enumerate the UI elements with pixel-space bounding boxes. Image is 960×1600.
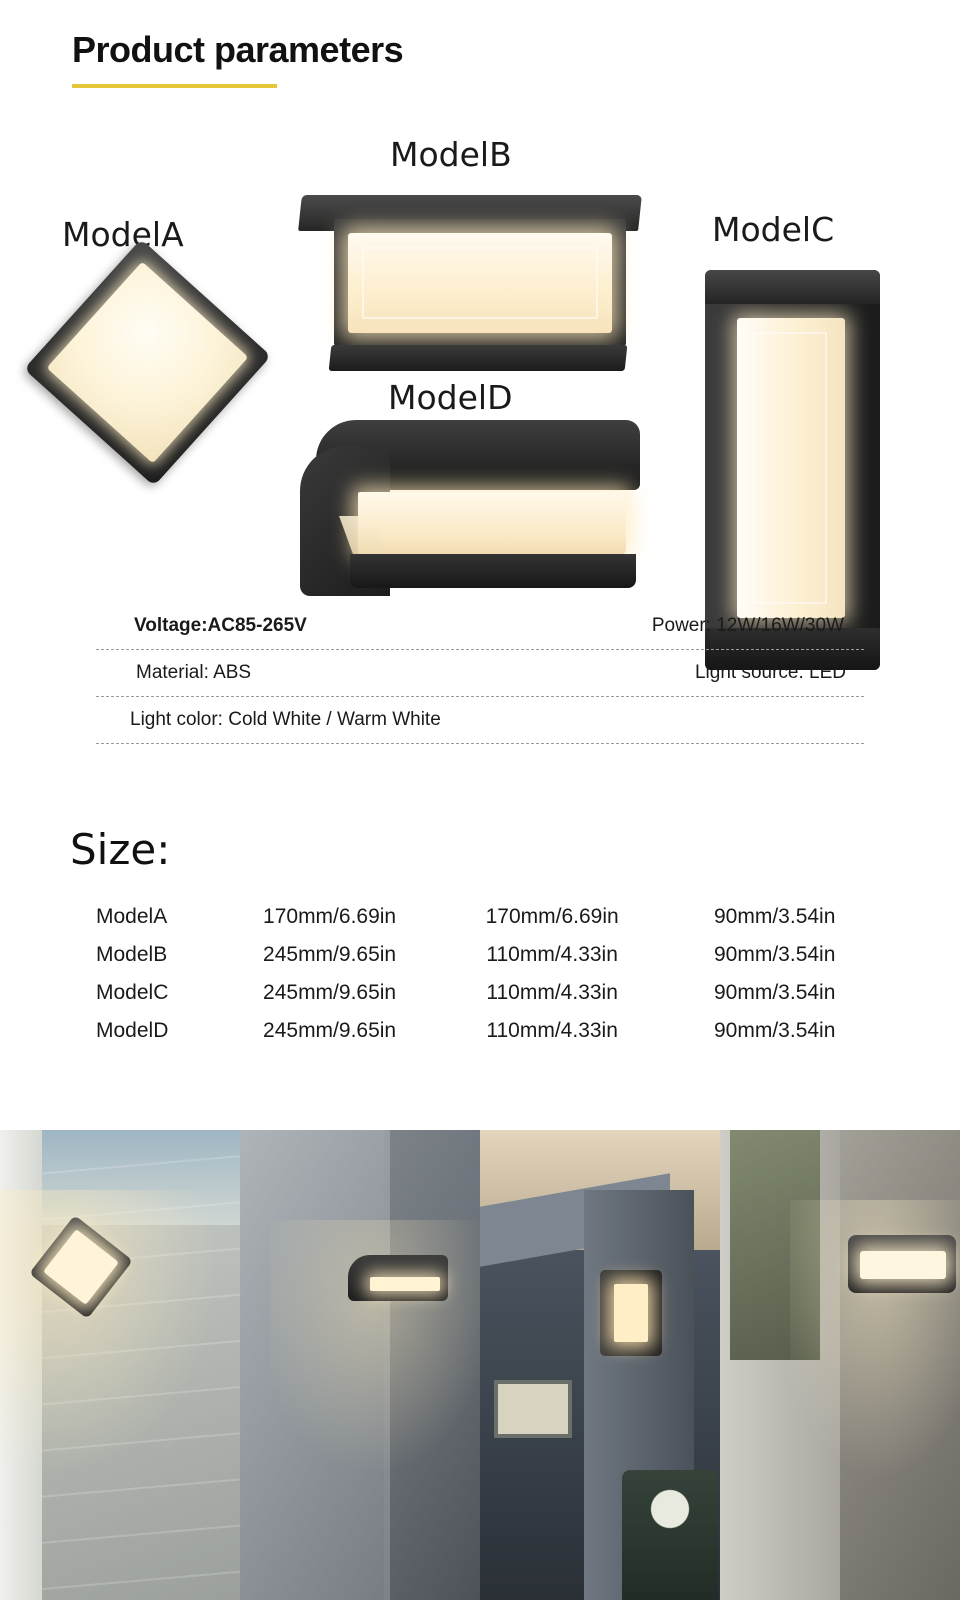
- photo-lamp-model-b: [848, 1235, 956, 1293]
- size-dim-1: 245mm/9.65in: [263, 1019, 397, 1042]
- spec-divider: [96, 649, 864, 650]
- spec-light-source: Light source: LED: [694, 662, 846, 683]
- size-dim-2: 110mm/4.33in: [486, 1019, 618, 1042]
- table-row: [96, 936, 886, 974]
- application-photo-strip: [0, 1130, 960, 1600]
- spec-voltage: Voltage:AC85-265V: [134, 615, 307, 636]
- photo-lamp-model-d: [348, 1255, 448, 1301]
- size-heading: Size:: [70, 825, 171, 874]
- model-b-product-image: [300, 195, 640, 370]
- page-title: Product parameters: [72, 29, 404, 70]
- product-showcase: [0, 110, 960, 610]
- lamp-light-panel: [47, 262, 249, 464]
- size-model: ModelA: [96, 905, 168, 928]
- spec-row: [96, 615, 864, 637]
- size-dim-3: 90mm/3.54in: [714, 943, 836, 966]
- model-b-label: ModelB: [390, 135, 512, 174]
- lamp-base: [350, 554, 636, 588]
- spec-divider: [96, 696, 864, 697]
- size-model: ModelB: [96, 943, 168, 966]
- table-row: [96, 974, 886, 1012]
- size-dim-2: 170mm/6.69in: [485, 905, 619, 928]
- size-dim-3: 90mm/3.54in: [714, 1019, 836, 1042]
- size-dim-1: 245mm/9.65in: [263, 981, 397, 1004]
- model-d-product-image: [300, 420, 640, 600]
- table-row: [96, 1012, 886, 1050]
- lamp-inner-frame: [753, 332, 827, 604]
- size-model: ModelC: [96, 981, 169, 1004]
- size-dim-3: 90mm/3.54in: [714, 981, 836, 1004]
- photo-plant: [622, 1470, 718, 1600]
- model-a-label: ModelA: [62, 215, 184, 254]
- photo-window: [494, 1380, 572, 1438]
- lamp-light-panel: [358, 492, 626, 554]
- title-underline: [72, 84, 277, 88]
- size-dim-2: 110mm/4.33in: [486, 981, 618, 1004]
- spec-list: [96, 615, 864, 756]
- size-dim-3: 90mm/3.54in: [714, 905, 836, 928]
- application-photo: [720, 1130, 960, 1600]
- lamp-inner-frame: [362, 247, 598, 319]
- size-table: [96, 898, 886, 1050]
- photo-light-glow: [0, 1190, 230, 1490]
- page-header: [72, 30, 403, 88]
- size-dim-1: 245mm/9.65in: [263, 943, 397, 966]
- application-photo: [0, 1130, 240, 1600]
- table-row: [96, 898, 886, 936]
- size-dim-1: 170mm/6.69in: [263, 905, 397, 928]
- size-dim-2: 110mm/4.33in: [486, 943, 618, 966]
- spec-row: [96, 709, 864, 731]
- spec-row: [96, 662, 864, 684]
- spec-material: Material: ABS: [136, 662, 252, 683]
- lamp-cap: [705, 270, 880, 304]
- application-photo: [240, 1130, 480, 1600]
- model-c-product-image: [705, 270, 880, 670]
- photo-lamp-model-c: [600, 1270, 662, 1356]
- model-d-label: ModelD: [388, 378, 513, 417]
- spec-divider: [96, 743, 864, 744]
- application-photo: [480, 1130, 720, 1600]
- lamp-base: [329, 345, 628, 371]
- model-c-label: ModelC: [712, 210, 835, 249]
- spec-power: Power: 12W/16W/30W: [651, 615, 844, 636]
- model-a-product-image: [24, 239, 271, 486]
- size-model: ModelD: [96, 1019, 169, 1042]
- spec-light-color: Light color: Cold White / Warm White: [130, 709, 441, 730]
